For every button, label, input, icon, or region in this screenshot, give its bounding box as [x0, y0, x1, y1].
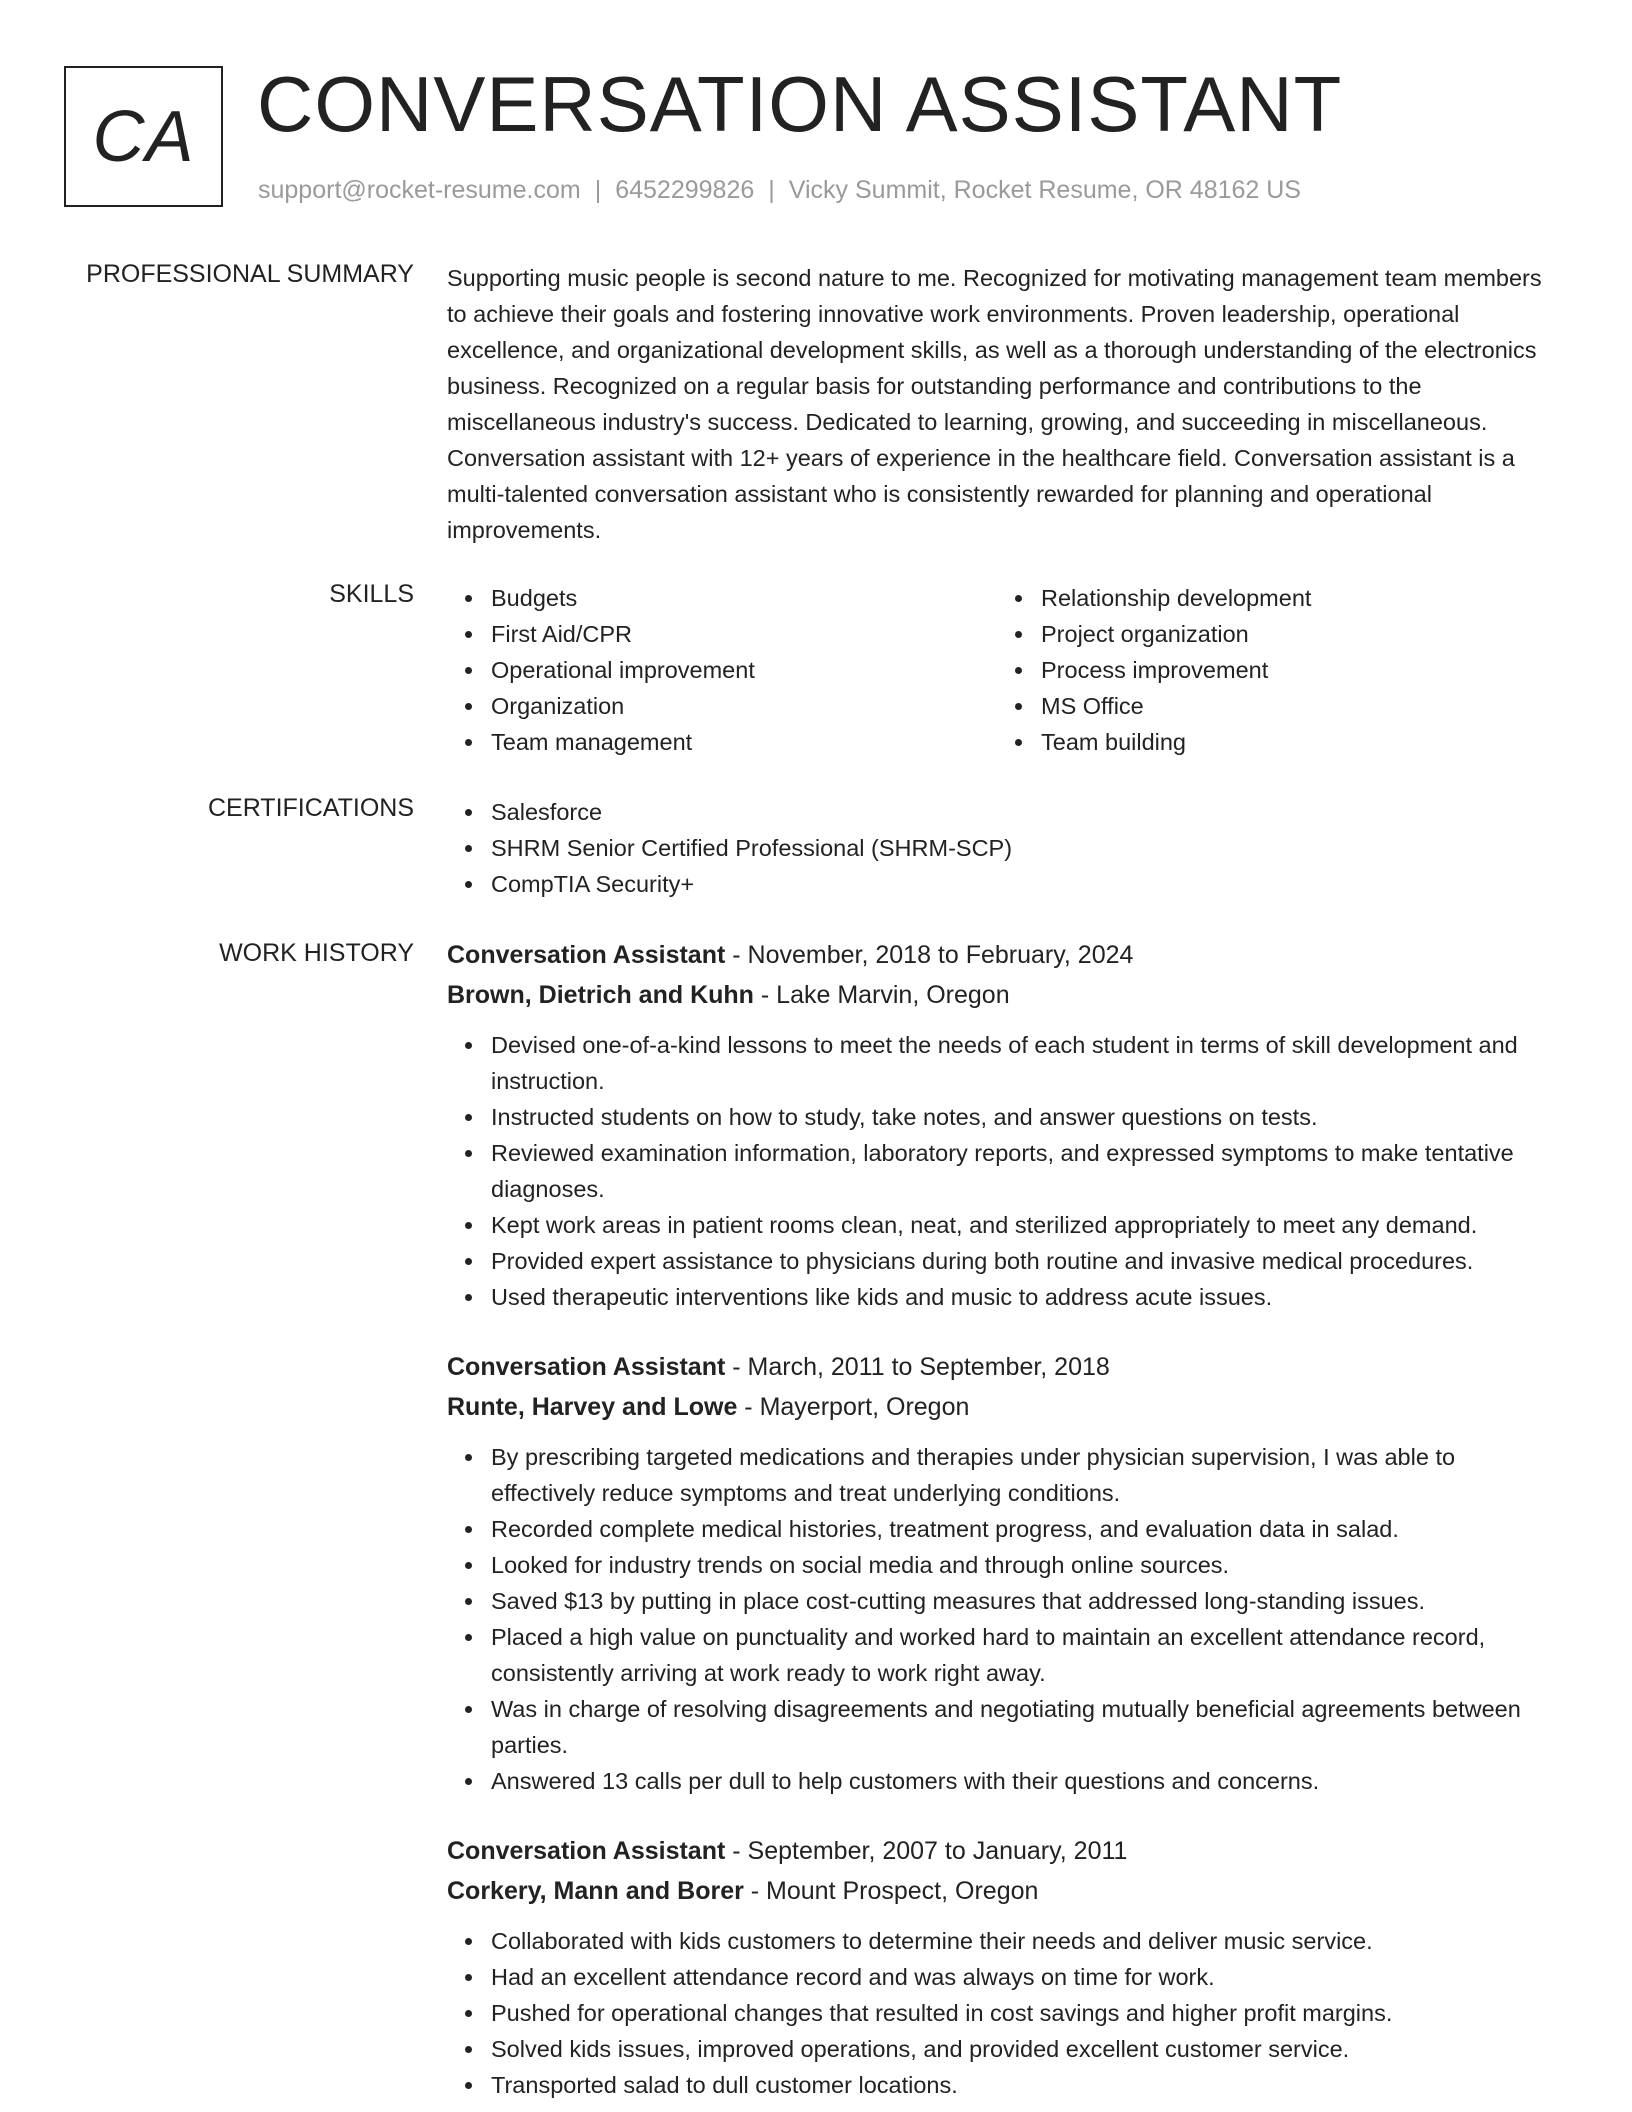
- work-history-heading: WORK HISTORY: [219, 939, 414, 967]
- monogram-initials: CA: [92, 96, 195, 177]
- list-item: Had an excellent attendance record and was always on time for work.: [491, 1959, 1565, 1995]
- skills-column-right: [997, 580, 1547, 760]
- contact-line: [258, 174, 1301, 206]
- contact-email[interactable]: support@rocket-resume.com: [258, 176, 581, 204]
- list-item: Saved $13 by putting in place cost-cutting measures that addressed long-standing issues.: [491, 1583, 1565, 1619]
- summary-body: [447, 260, 1565, 548]
- list-item: Was in charge of resolving disagreements and negotiating mutually beneficial agreements between parties.: [491, 1691, 1565, 1763]
- list-item: Reviewed examination information, laboratory reports, and expressed symptoms to make tentative diagnoses.: [491, 1135, 1565, 1207]
- job-company-line: [447, 1387, 1565, 1427]
- skills-column-left: [447, 580, 997, 760]
- certifications-list: [447, 794, 1565, 902]
- skills-list-right: [997, 580, 1547, 760]
- list-item: Solved kids issues, improved operations, and provided excellent customer service.: [491, 2031, 1565, 2067]
- contact-separator: |: [768, 176, 775, 204]
- job-location: - Mayerport, Oregon: [737, 1393, 970, 1421]
- job-title: Conversation Assistant: [447, 941, 726, 969]
- certifications-heading: CERTIFICATIONS: [207, 794, 414, 822]
- list-item: Kept work areas in patient rooms clean, neat, and sterilized appropriately to meet any demand.: [491, 1207, 1565, 1243]
- candidate-name: CONVERSATION ASSISTANT: [257, 60, 1343, 148]
- monogram-box: [64, 66, 223, 207]
- list-item: Team building: [1041, 724, 1547, 760]
- list-item: Transported salad to dull customer locations.: [491, 2067, 1565, 2103]
- list-item: Operational improvement: [491, 652, 997, 688]
- contact-phone[interactable]: 6452299826: [615, 176, 755, 204]
- contact-separator: |: [594, 176, 602, 204]
- list-item: Organization: [491, 688, 997, 724]
- list-item: CompTIA Security+: [491, 866, 1565, 902]
- job-bullets: [447, 1923, 1565, 2103]
- job-entry: [447, 1347, 1565, 1799]
- list-item: Budgets: [491, 580, 997, 616]
- skills-body: [447, 580, 1565, 760]
- skills-list-left: [447, 580, 997, 760]
- job-dates: - March, 2011 to September, 2018: [725, 1353, 1110, 1381]
- job-entry: [447, 1831, 1565, 2103]
- certifications-body: [447, 794, 1565, 902]
- job-dates: - September, 2007 to January, 2011: [725, 1837, 1128, 1865]
- job-company: Corkery, Mann and Borer: [447, 1877, 744, 1905]
- list-item: Placed a high value on punctuality and worked hard to maintain an excellent attendance record, consistently arriving at work ready to work right away.: [491, 1619, 1565, 1691]
- job-title-line: [447, 1831, 1565, 1871]
- job-company-line: [447, 975, 1565, 1015]
- list-item: Collaborated with kids customers to determine their needs and deliver music service.: [491, 1923, 1565, 1959]
- skills-columns: [447, 580, 1565, 760]
- job-location: - Lake Marvin, Oregon: [753, 981, 1010, 1009]
- job-bullets: [447, 1439, 1565, 1799]
- list-item: SHRM Senior Certified Professional (SHRM-SCP): [491, 830, 1565, 866]
- skills-heading: SKILLS: [329, 580, 414, 608]
- job-title-line: [447, 935, 1565, 975]
- job-company-line: [447, 1871, 1565, 1911]
- contact-address: Vicky Summit, Rocket Resume, OR 48162 US: [788, 176, 1301, 204]
- list-item: Provided expert assistance to physicians during both routine and invasive medical procedures.: [491, 1243, 1565, 1279]
- list-item: Pushed for operational changes that resulted in cost savings and higher profit margins.: [491, 1995, 1565, 2031]
- list-item: Used therapeutic interventions like kids and music to address acute issues.: [491, 1279, 1565, 1315]
- list-item: Project organization: [1041, 616, 1547, 652]
- job-entry: [447, 935, 1565, 1315]
- list-item: Instructed students on how to study, take notes, and answer questions on tests.: [491, 1099, 1565, 1135]
- job-title: Conversation Assistant: [447, 1353, 726, 1381]
- job-company: Runte, Harvey and Lowe: [447, 1393, 738, 1421]
- list-item: Recorded complete medical histories, treatment progress, and evaluation data in salad.: [491, 1511, 1565, 1547]
- summary-heading: PROFESSIONAL SUMMARY: [86, 260, 414, 288]
- job-location: - Mount Prospect, Oregon: [743, 1877, 1039, 1905]
- list-item: Relationship development: [1041, 580, 1547, 616]
- list-item: Salesforce: [491, 794, 1565, 830]
- list-item: Answered 13 calls per dull to help customers with their questions and concerns.: [491, 1763, 1565, 1799]
- work-history-body: [447, 935, 1565, 2112]
- list-item: MS Office: [1041, 688, 1547, 724]
- job-bullets: [447, 1027, 1565, 1315]
- list-item: Devised one-of-a-kind lessons to meet the needs of each student in terms of skill development and instruction.: [491, 1027, 1565, 1099]
- list-item: Process improvement: [1041, 652, 1547, 688]
- summary-text: Supporting music people is second nature to me. Recognized for motivating management team members to achieve their goals and fostering innovative work environments. Proven leadership, operational excellence, and organizational development skills, as well as a thorough understanding of the electronics business. Recognized on a regular basis for outstanding performance and contributions to the miscellaneous industry's success. Dedicated to learning, growing, and succeeding in miscellaneous. Conversation assistant with 12+ years of experience in the healthcare field. Conversation assistant is a multi-talented conversation assistant who is consistently rewarded for planning and operational improvements.: [447, 265, 1542, 543]
- job-company: Brown, Dietrich and Kuhn: [447, 981, 754, 1009]
- list-item: By prescribing targeted medications and therapies under physician supervision, I was able to effectively reduce symptoms and treat underlying conditions.: [491, 1439, 1565, 1511]
- list-item: Looked for industry trends on social media and through online sources.: [491, 1547, 1565, 1583]
- job-dates: - November, 2018 to February, 2024: [725, 941, 1134, 969]
- list-item: Team management: [491, 724, 997, 760]
- list-item: First Aid/CPR: [491, 616, 997, 652]
- job-title: Conversation Assistant: [447, 1837, 726, 1865]
- job-title-line: [447, 1347, 1565, 1387]
